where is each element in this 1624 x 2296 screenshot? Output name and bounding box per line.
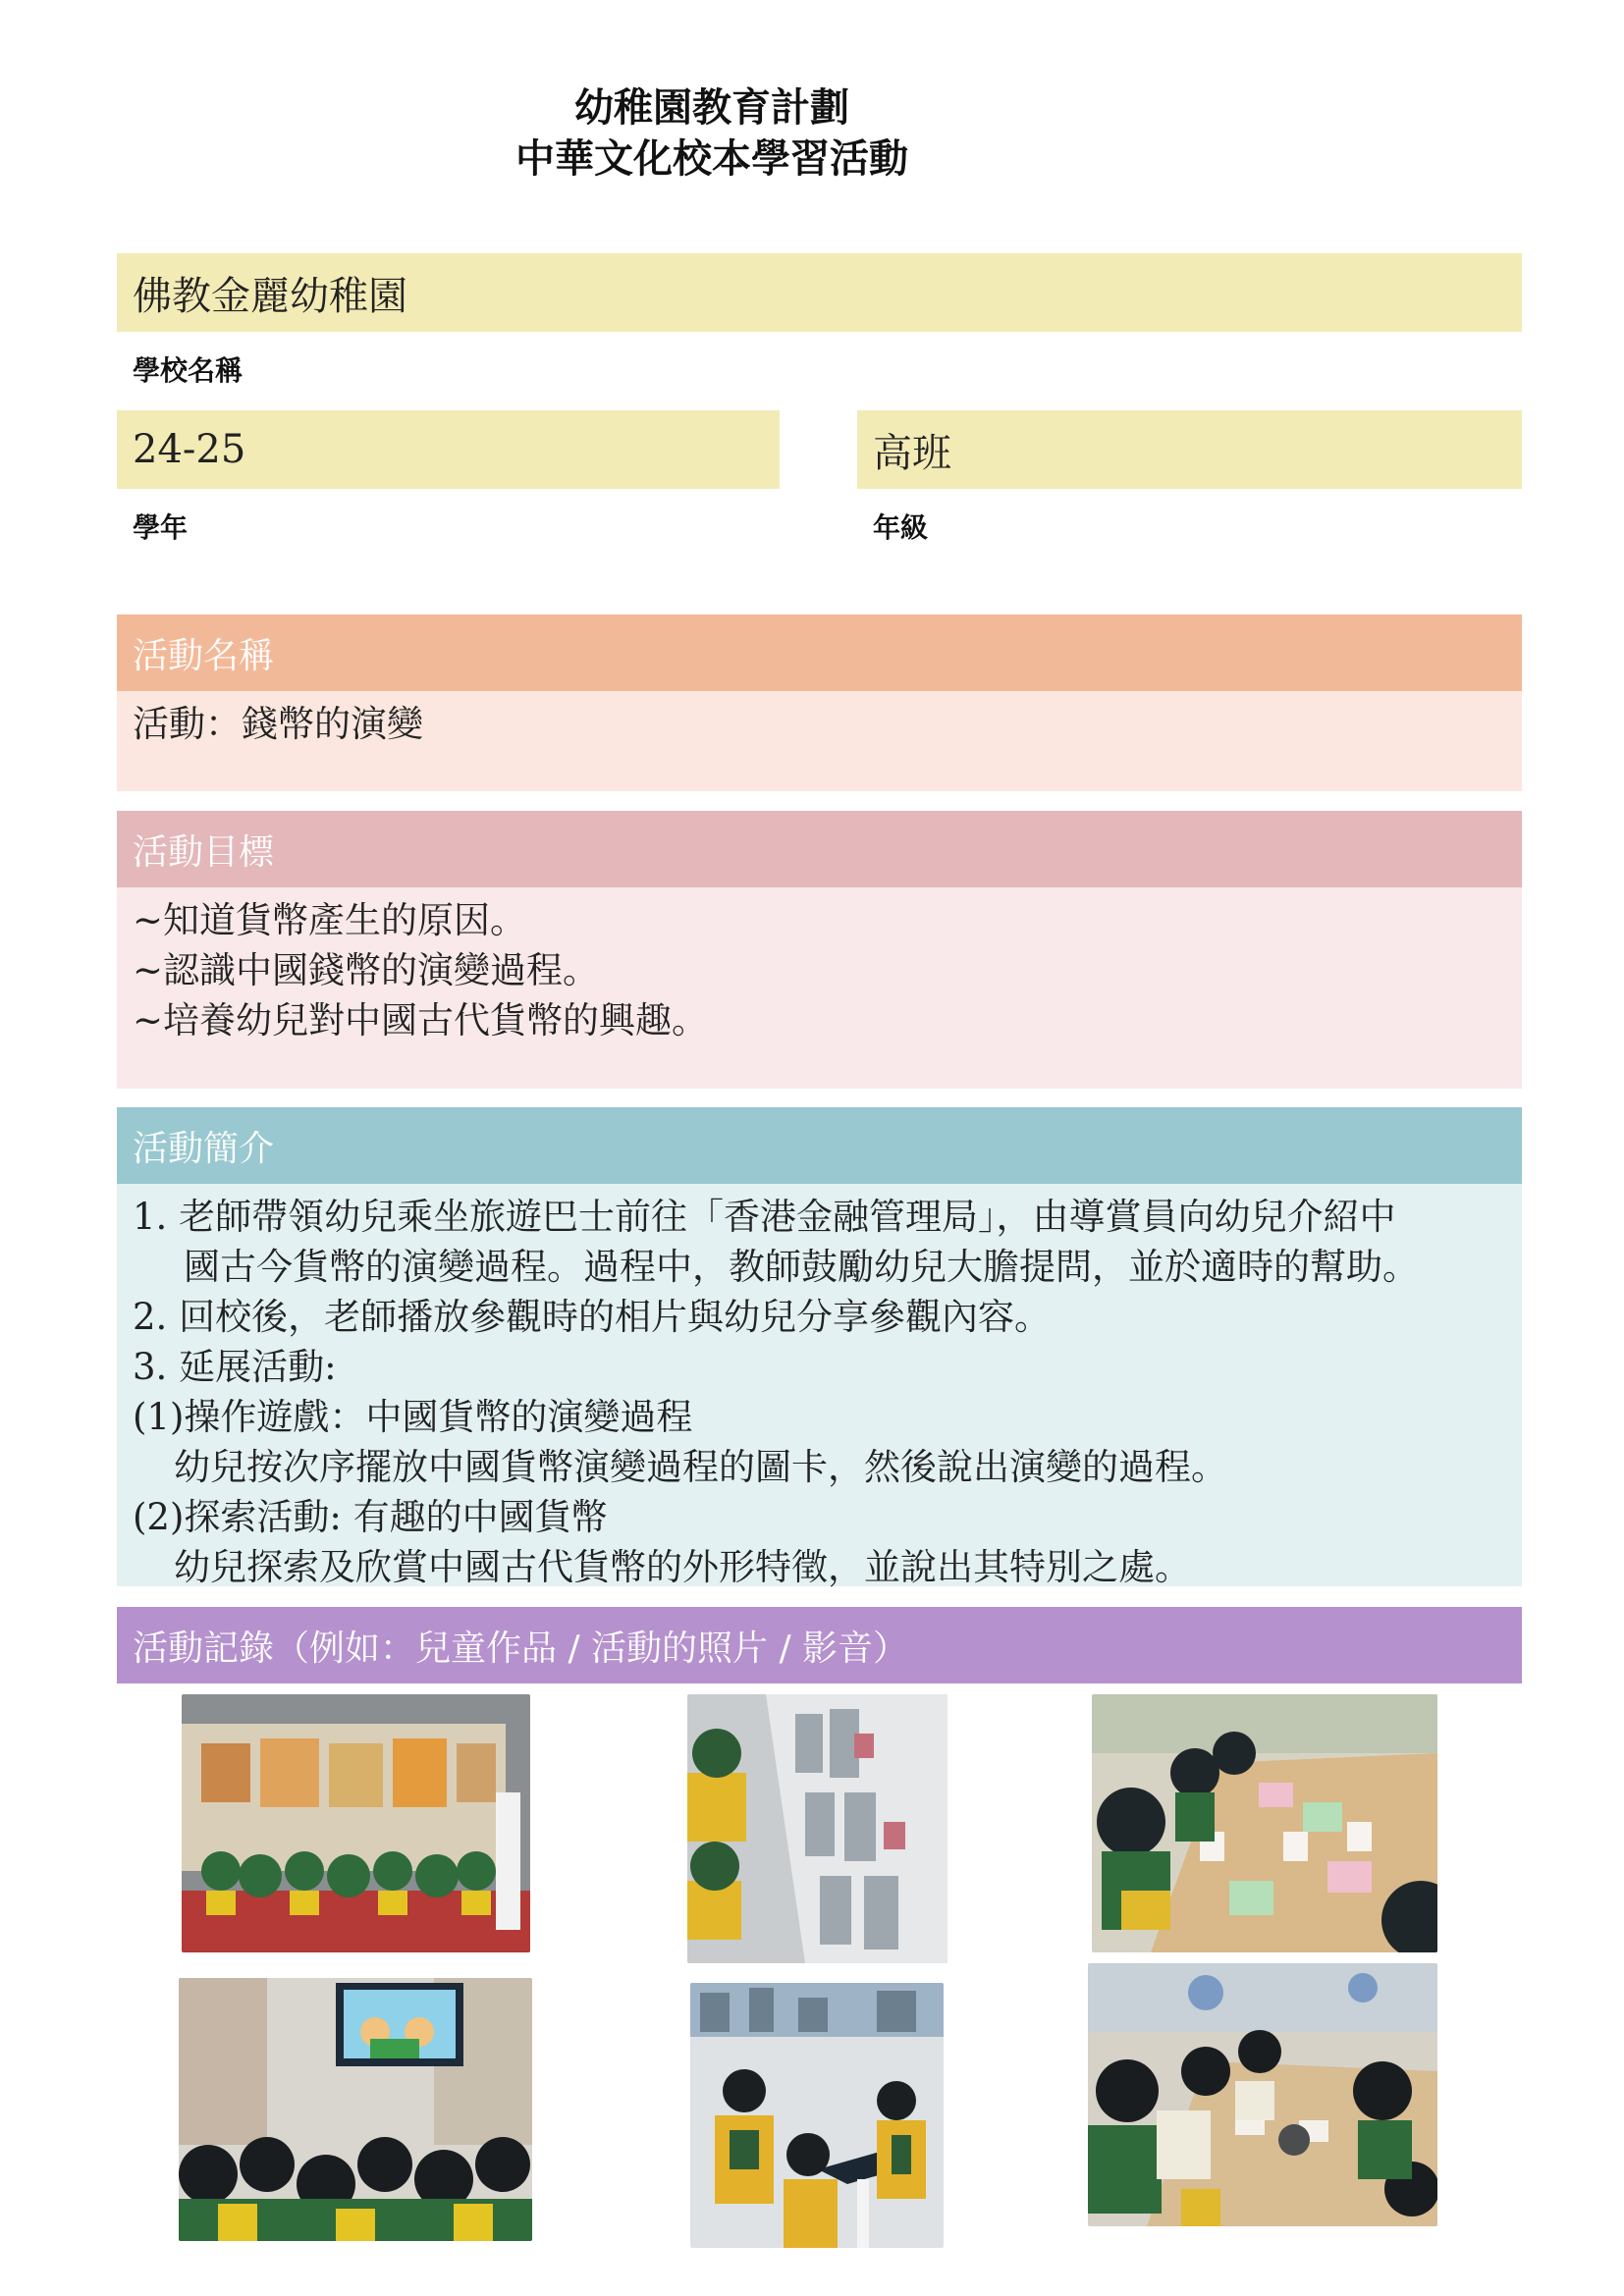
school-name-value: 佛教金麗幼稚園 — [133, 273, 407, 319]
activity-photo-tablet-kiosk — [690, 1983, 944, 2248]
activity-name-body — [117, 691, 1522, 791]
objective-item: ~知道貨幣產生的原因。 — [133, 899, 527, 941]
intro-body — [117, 1184, 1522, 1586]
intro-heading — [117, 1107, 1522, 1184]
records-heading-text: 活動記錄（例如：兒童作品 / 活動的照片 / 影音） — [133, 1628, 909, 1669]
objective-item: ~認識中國錢幣的演變過程。 — [133, 949, 600, 991]
activity-name-heading — [117, 614, 1522, 691]
activity-name-value: 活動：錢幣的演變 — [133, 703, 423, 745]
grade-field — [857, 410, 1522, 489]
page-title-line-2: 中華文化校本學習活動 — [515, 136, 908, 182]
intro-line: 1. 老師帶領幼兒乘坐旅遊巴士前往「香港金融管理局」，由導賞員向幼兒介紹中 — [133, 1196, 1396, 1238]
intro-line: 國古今貨幣的演變過程。過程中，教師鼓勵幼兒大膽提問，並於適時的幫助。 — [184, 1246, 1419, 1288]
intro-line: (1)操作遊戲：中國貨幣的演變過程 — [133, 1396, 693, 1438]
school-year-value: 24-25 — [133, 427, 246, 472]
grade-value: 高班 — [873, 430, 951, 476]
intro-line: (2)探索活動: 有趣的中國貨幣 — [133, 1496, 608, 1538]
page-title-line-1: 幼稚園教育計劃 — [574, 85, 849, 131]
school-year-field — [117, 410, 780, 489]
objectives-body — [117, 887, 1522, 1089]
intro-line: 2. 回校後，老師播放參觀時的相片與幼兒分享參觀內容。 — [133, 1296, 1052, 1338]
objectives-heading — [117, 811, 1522, 887]
activity-photo-exploring-coins — [1088, 1963, 1437, 2226]
grade-label: 年級 — [873, 511, 929, 544]
objectives-heading-text: 活動目標 — [133, 831, 275, 873]
activity-photo-sorting-cards — [1092, 1694, 1437, 1952]
intro-heading-text: 活動簡介 — [133, 1128, 275, 1169]
records-heading — [117, 1607, 1522, 1683]
school-year-label: 學年 — [133, 511, 189, 544]
intro-line: 3. 延展活動: — [133, 1346, 337, 1388]
activity-photo-display-cases — [687, 1694, 947, 1963]
objective-item: ~培養幼兒對中國古代貨幣的興趣。 — [133, 999, 709, 1041]
school-name-field — [117, 253, 1522, 332]
activity-name-heading-text: 活動名稱 — [133, 635, 275, 676]
school-name-label: 學校名稱 — [133, 354, 244, 387]
intro-line: 幼兒探索及欣賞中國古代貨幣的外形特徵，並說出其特別之處。 — [174, 1546, 1191, 1588]
activity-photo-classroom-screen — [179, 1978, 532, 2241]
intro-line: 幼兒按次序擺放中國貨幣演變過程的圖卡，然後說出演變的過程。 — [174, 1446, 1227, 1488]
activity-photo-exhibit-wall — [182, 1694, 530, 1952]
